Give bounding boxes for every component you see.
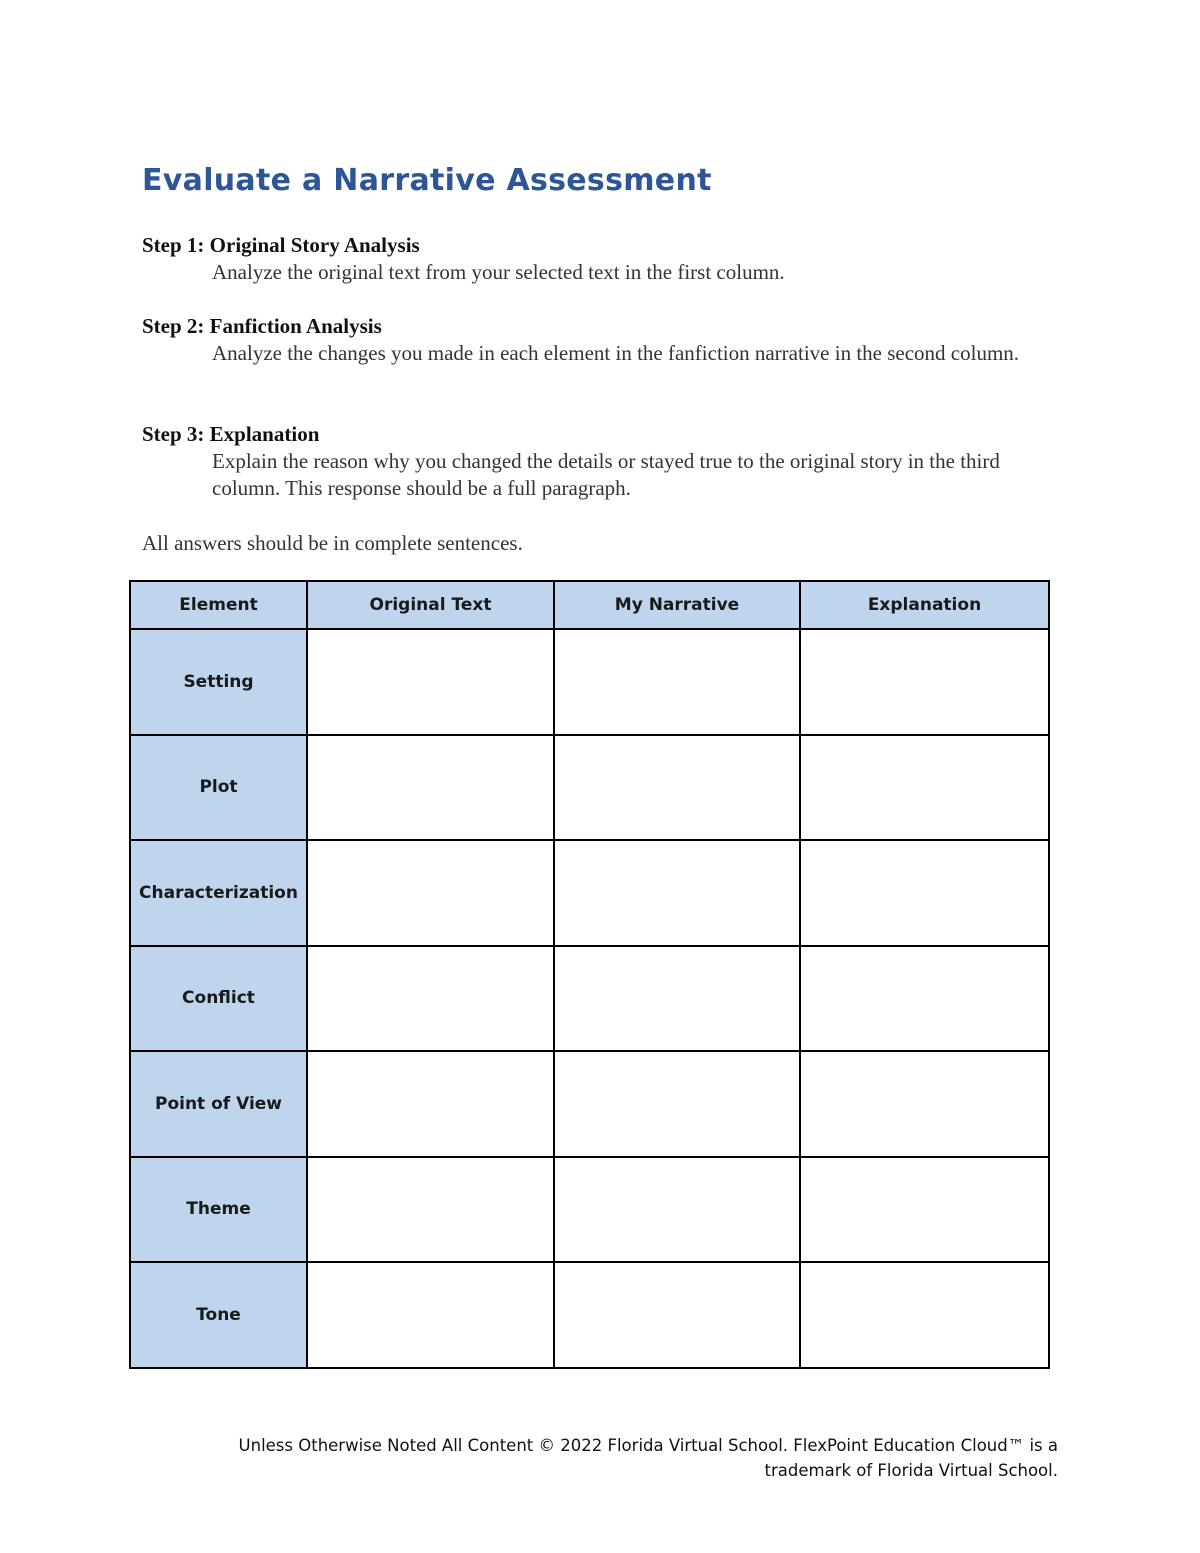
cell-original-text[interactable] [307, 1051, 554, 1157]
cell-original-text[interactable] [307, 735, 554, 841]
table-row-theme [130, 1157, 1049, 1263]
table-header-row [130, 581, 1049, 629]
cell-explanation[interactable] [800, 946, 1049, 1052]
cell-my-narrative[interactable] [554, 735, 800, 841]
cell-explanation[interactable] [800, 1262, 1049, 1368]
cell-my-narrative[interactable] [554, 1157, 800, 1263]
footer-line-1: Unless Otherwise Noted All Content © 2022 Florida Virtual School. FlexPoint Education Cloud™ is a [238, 1436, 1058, 1455]
instructions-note: All answers should be in complete sentences. [142, 531, 523, 555]
cell-original-text[interactable] [307, 629, 554, 735]
table-row-point-of-view [130, 1051, 1049, 1157]
element-label-setting: Setting [130, 629, 307, 735]
step-2-heading: Step 2: Fanfiction Analysis [142, 314, 382, 338]
cell-original-text[interactable] [307, 946, 554, 1052]
step-1-heading: Step 1: Original Story Analysis [142, 233, 420, 257]
footer-line-2: trademark of Florida Virtual School. [764, 1461, 1058, 1480]
header-my-narrative: My Narrative [554, 581, 800, 629]
table-row-conflict [130, 946, 1049, 1052]
cell-explanation[interactable] [800, 629, 1049, 735]
element-label-theme: Theme [130, 1157, 307, 1263]
element-label-characterization: Characterization [130, 840, 307, 946]
table-row-characterization [130, 840, 1049, 946]
step-3-heading: Step 3: Explanation [142, 422, 320, 446]
element-label-tone: Tone [130, 1262, 307, 1368]
step-2 [142, 313, 1062, 367]
table-row-tone [130, 1262, 1049, 1368]
element-label-conflict: Conflict [130, 946, 307, 1052]
cell-original-text[interactable] [307, 1157, 554, 1263]
table-row-setting [130, 629, 1049, 735]
cell-explanation[interactable] [800, 1157, 1049, 1263]
page-title: Evaluate a Narrative Assessment [142, 163, 712, 198]
header-element: Element [130, 581, 307, 629]
cell-explanation[interactable] [800, 735, 1049, 841]
header-original-text: Original Text [307, 581, 554, 629]
cell-original-text[interactable] [307, 1262, 554, 1368]
evaluation-table [129, 580, 1050, 1369]
step-3 [142, 421, 1062, 502]
step-3-body: Explain the reason why you changed the details or stayed true to the original story in the third column. This response should be a full paragraph. [212, 449, 1000, 500]
element-label-point-of-view: Point of View [130, 1051, 307, 1157]
cell-explanation[interactable] [800, 840, 1049, 946]
cell-explanation[interactable] [800, 1051, 1049, 1157]
cell-my-narrative[interactable] [554, 1262, 800, 1368]
table-row-plot [130, 735, 1049, 841]
cell-original-text[interactable] [307, 840, 554, 946]
cell-my-narrative[interactable] [554, 840, 800, 946]
step-1-body: Analyze the original text from your selected text in the first column. [212, 260, 785, 284]
step-1 [142, 232, 1062, 286]
element-label-plot: Plot [130, 735, 307, 841]
copyright-footer [158, 1433, 1058, 1483]
step-2-body: Analyze the changes you made in each element in the fanfiction narrative in the second column. [212, 341, 1020, 365]
cell-my-narrative[interactable] [554, 629, 800, 735]
cell-my-narrative[interactable] [554, 946, 800, 1052]
header-explanation: Explanation [800, 581, 1049, 629]
cell-my-narrative[interactable] [554, 1051, 800, 1157]
